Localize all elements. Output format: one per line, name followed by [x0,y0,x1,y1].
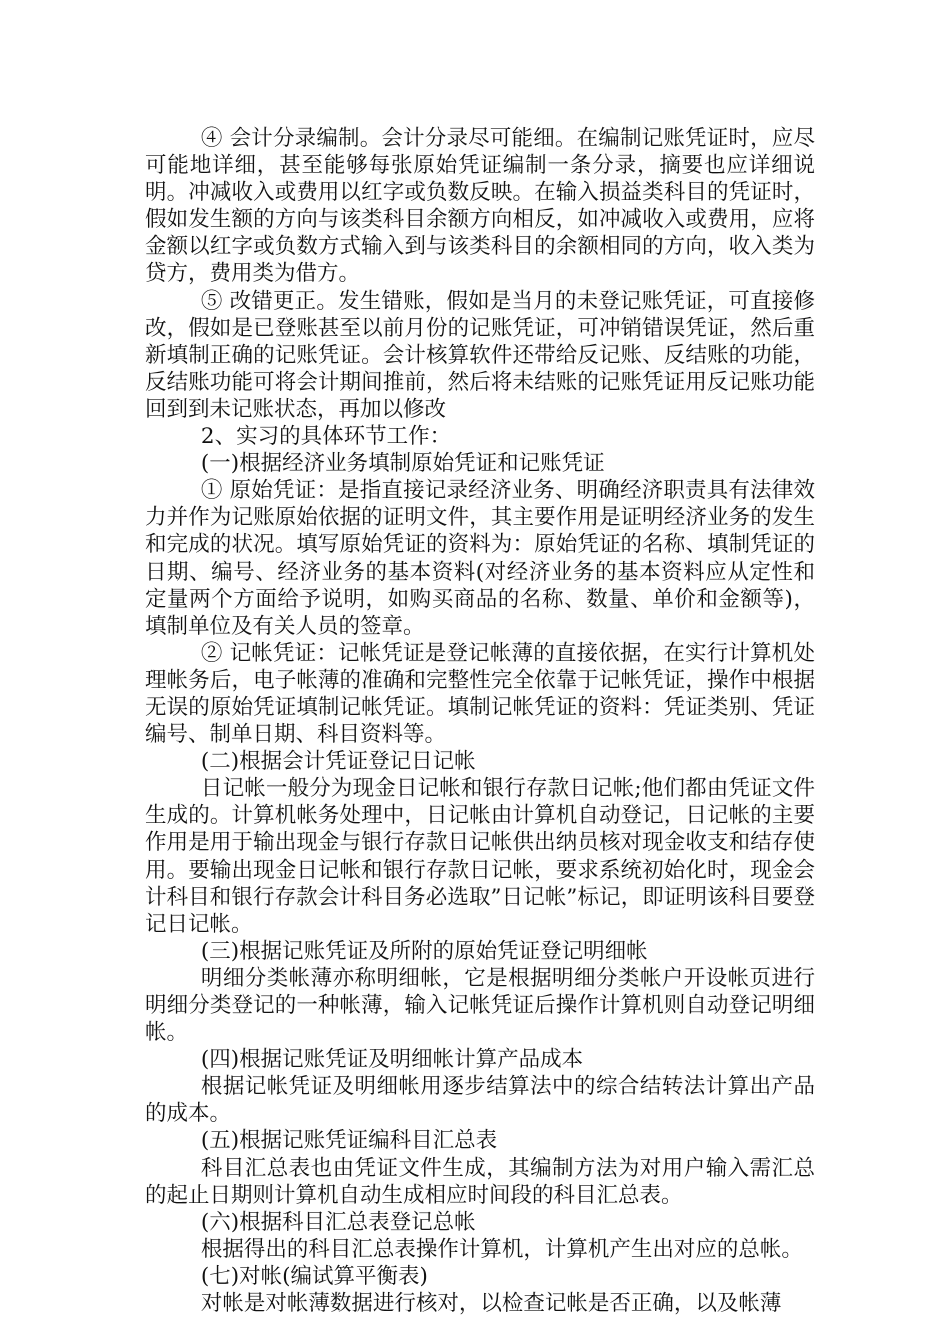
paragraph-original-voucher: ① 原始凭证：是指直接记录经济业务、明确经济职责具有法律效力并作为记账原始依据的证明文件，其主要作用是证明经济业务的发生和完成的状况。填写原始凭证的资料为：原始凭证的名称、填制凭证的日期、编号、经济业务的基本资料(对经济业务的基本资料应从定性和定量两个方面给予说明，如购买商品的名称、数量、单价和金额等)，填制单位及有关人员的签章。 [145,478,815,639]
subheading-detail-ledger: (三)根据记账凭证及所附的原始凭证登记明细帐 [200,938,648,964]
subheading-reconciliation: (七)对帐(编试算平衡表) [200,1263,428,1289]
subheading-account-summary: (五)根据记账凭证编科目汇总表 [200,1128,498,1154]
document-body [145,125,815,1317]
paragraph-accounting-voucher: ② 记帐凭证：记帐凭证是登记帐薄的直接依据，在实行计算机处理帐务后，电子帐薄的准确和完整性完全依靠于记帐凭证，操作中根据无误的原始凭证填制记帐凭证。填制记帐凭证的资料：凭证类别、凭证编号、制单日期、科目资料等。 [145,640,815,748]
paragraph-reconciliation: 对帐是对帐薄数据进行核对，以检查记帐是否正确，以及帐薄 [200,1291,782,1317]
subheading-product-cost: (四)根据记账凭证及明细帐计算产品成本 [200,1047,584,1073]
subheading-journal: (二)根据会计凭证登记日记帐 [200,749,476,775]
paragraph-account-summary: 科目汇总表也由凭证文件生成，其编制方法为对用户输入需汇总的起止日期则计算机自动生成相应时间段的科目汇总表。 [145,1155,815,1208]
paragraph-general-ledger: 根据得出的科目汇总表操作计算机，计算机产生出对应的总帐。 [200,1236,803,1262]
paragraph-journal: 日记帐一般分为现金日记帐和银行存款日记帐;他们都由凭证文件生成的。计算机帐务处理中，日记帐由计算机自动登记，日记帐的主要作用是用于输出现金与银行存款日记帐供出纳员核对现金收支和结存使用。要输出现金日记帐和银行存款日记帐，要求系统初始化时，现金会计科目和银行存款会计科目务必选取”日记帐”标记，即证明该科目要登记日记帐。 [145,776,815,937]
subheading-fill-vouchers: (一)根据经济业务填制原始凭证和记账凭证 [200,451,605,477]
paragraph-journal-entry: ④ 会计分录编制。会计分录尽可能细。在编制记账凭证时，应尽可能地详细，甚至能够每张原始凭证编制一条分录，摘要也应详细说明。冲减收入或费用以红字或负数反映。在输入损益类科目的凭证时，假如发生额的方向与该类科目余额方向相反，如冲减收入或费用，应将金额以红字或负数方式输入到与该类科目的余额相同的方向，收入类为贷方，费用类为借方。 [145,126,815,287]
paragraph-product-cost: 根据记帐凭证及明细帐用逐步结算法中的综合结转法计算出产品的成本。 [145,1074,815,1127]
paragraph-detail-ledger: 明细分类帐薄亦称明细帐，它是根据明细分类帐户开设帐页进行明细分类登记的一种帐薄，输入记帐凭证后操作计算机则自动登记明细帐。 [145,965,815,1046]
section-heading-internship-steps: 2、实习的具体环节工作： [200,424,452,450]
paragraph-error-correction: ⑤ 改错更正。发生错账，假如是当月的未登记账凭证，可直接修改，假如是已登账甚至以前月份的记账凭证，可冲销错误凭证，然后重新填制正确的记账凭证。会计核算软件还带给反记账、反结账的功能，反结账功能可将会计期间推前，然后将未结账的记账凭证用反记账功能回到到未记账状态，再加以修改 [145,288,815,422]
subheading-general-ledger: (六)根据科目汇总表登记总帐 [200,1209,476,1235]
